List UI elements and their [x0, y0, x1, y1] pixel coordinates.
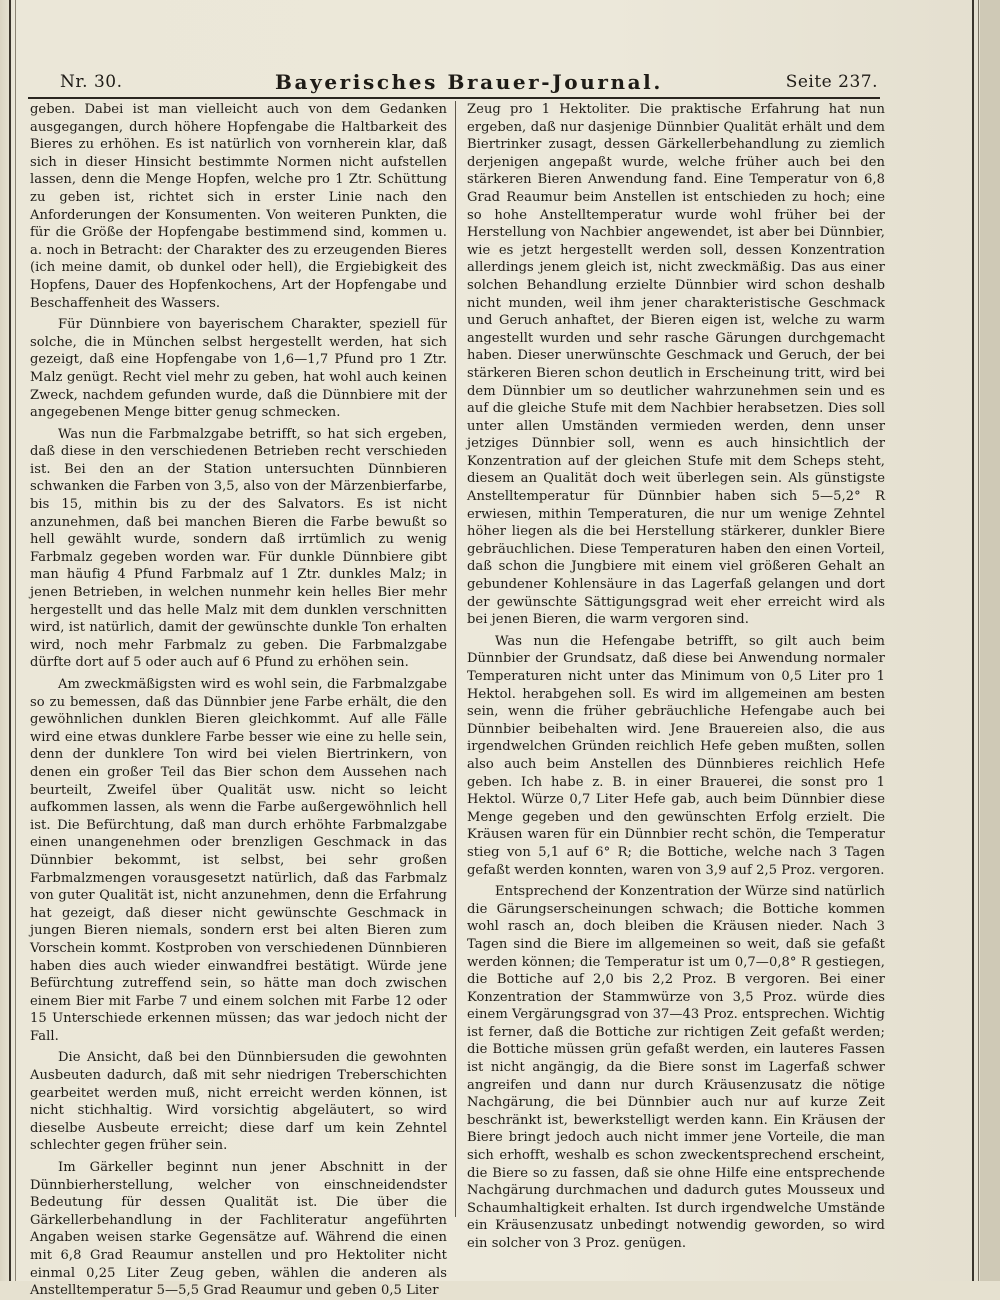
left-margin-rule-thin	[15, 0, 16, 1281]
issue-number: Nr. 30.	[60, 72, 123, 92]
paragraph: Zeug pro 1 Hektoliter. Die praktische Erfahrung hat nun ergeben, daß nur dasjenige Dünnbier Qualität erhält und dem Biertrinker zusagt, dessen Gärkellerbehandlung zu ziemlich derjenigen angepaßt wurde, welche früher auch bei den stärkeren Bieren Anwendung fand. Eine Temperatur von 6,8 Grad Reaumur beim Anstellen ist entschieden zu hoch; eine so hohe Anstelltemperatur wurde wohl früher bei der Herstellung von Nachbier angewendet, ist aber bei Dünnbier, wie es jetzt hergestellt werden soll, dessen Konzentration allerdings jenem gleich ist, nicht zweckmäßig. Das aus einer solchen Behandlung erzielte Dünnbier wird schon deshalb nicht munden, weil ihm jener charakteristische Geschmack und Geruch anhaftet, der Bieren eigen ist, welche zu warm angestellt wurden und sehr rasche Gärungen durchgemacht haben. Dieser unerwünschte Geschmack und Geruch, der bei stärkeren Bieren schon deutlich in Erscheinung tritt, wird bei dem Dünnbier um so deutlicher wahrzunehmen sein und es auf die gleiche Stufe mit dem Nachbier herabsetzen. Dies soll unter allen Umständen vermieden werden, denn unser jetziges Dünnbier soll, wenn es auch hinsichtlich der Konzentration auf der gleichen Stufe mit dem Scheps steht, diesem an Qualität doch weit überlegen sein. Als günstigste Anstelltemperatur für Dünnbier haben sich 5—5,2° R erwiesen, mithin Temperaturen, die nur um wenige Zehntel höher liegen als die bei Herstellung stärkerer, dunkler Biere gebräuchlichen. Diese Temperaturen haben den einen Vorteil, daß schon die Jungbiere mit einem viel größeren Gehalt an gebundener Kohlensäure in das Lagerfaß gelangen und dort der gewünschte Sättigungsgrad weit eher erreicht wird als bei jenen Bieren, die warm vergoren sind.	[467, 102, 885, 628]
paragraph: Die Ansicht, daß bei den Dünnbiersuden die gewohnten Ausbeuten dadurch, daß mit sehr niedrigen Treberschichten gearbeitet werden muß, nicht erreicht werden können, ist nicht stichhaltig. Wird vorsichtig abgeläutert, so wird dieselbe Ausbeute erreicht; diese darf um kein Zehntel schlechter gegen früher sein.	[30, 1050, 447, 1154]
paragraph: Was nun die Farbmalzgabe betrifft, so hat sich ergeben, daß diese in den verschiedenen Betrieben recht verschieden ist. Bei den an der Station untersuchten Dünnbieren schwanken die Farben von 3,5, also von der Märzenbierfarbe, bis 15, mithin bis zu der des Salvators. Es ist nicht anzunehmen, daß bei manchen Bieren die Farbe bewußt so hell gewählt wurde, sondern daß irrtümlich zu wenig Farbmalz gegeben worden war. Für dunkle Dünnbiere gibt man häufig 4 Pfund Farbmalz auf 1 Ztr. dunkles Malz; in jenen Betrieben, in welchen nunmehr kein helles Bier mehr hergestellt und das helle Malz mit dem dunklen verschnitten wird, ist natürlich, damit der gewünschte dunkle Ton erhalten wird, noch mehr Farbmalz zu geben. Die Farbmalzgabe dürfte dort auf 5 oder auch auf 6 Pfund zu erhöhen sein.	[30, 426, 447, 671]
paragraph: Im Gärkeller beginnt nun jener Abschnitt in der Dünnbierherstellung, welcher von einschneidendster Bedeutung für dessen Qualität ist. Die über die Gärkellerbehandlung in der Fachliteratur angeführten Angaben weisen starke Gegensätze auf. Während die einen mit 6,8 Grad Reaumur anstellen und pro Hektoliter nicht einmal 0,25 Liter Zeug geben, wählen die anderen als Anstelltemperatur 5—5,5 Grad Reaumur und geben 0,5 Liter	[30, 1160, 447, 1299]
binding-strip	[980, 0, 1000, 1281]
page-header	[60, 70, 878, 100]
right-column	[467, 101, 885, 1253]
page-number: Seite 237.	[785, 72, 878, 92]
paragraph: Für Dünnbiere von bayerischem Charakter, speziell für solche, die in München selbst hergestellt werden, hat sich gezeigt, daß eine Hopfengabe von 1,6—1,7 Pfund pro 1 Ztr. Malz genügt. Recht viel mehr zu geben, hat wohl auch keinen Zweck, nachdem gefunden wurde, daß die Dünnbiere mit der angegebenen Menge bitter genug schmecken.	[30, 317, 447, 421]
right-margin-rule-thin	[978, 0, 979, 1281]
right-margin-rule	[972, 0, 974, 1281]
header-rule	[28, 97, 880, 99]
left-column	[30, 101, 447, 1300]
left-margin-rule	[9, 0, 11, 1281]
paragraph: Entsprechend der Konzentration der Würze sind natürlich die Gärungserscheinungen schwach; die Bottiche kommen wohl rasch an, doch bleiben die Kräusen nieder. Nach 3 Tagen sind die Biere im allgemeinen so weit, daß sie gefaßt werden können; die Temperatur ist um 0,7—0,8° R gestiegen, die Bottiche auf 2,0 bis 2,2 Proz. B vergoren. Bei einer Konzentration der Stammwürze von 3,5 Proz. würde dies einem Vergärungsgrad von 37—43 Proz. entsprechen. Wichtig ist ferner, daß die Bottiche zur richtigen Zeit gefaßt werden; die Bottiche müssen grün gefaßt werden, ein lauteres Fassen ist nicht angängig, da die Biere sonst im Lagerfaß schwer angreifen und dann nur durch Kräusenzusatz die nötige Nachgärung, die bei Dünnbier auch nur auf kurze Zeit beschränkt ist, bewerkstelligt werden kann. Ein Kräusen der Biere bringt jedoch auch nicht immer jene Vorteile, die man sich erhofft, weshalb es schon zweckentsprechend erscheint, die Biere so zu fassen, daß sie ohne Hilfe eine entsprechende Nachgärung durchmachen und dadurch gutes Mousseux und Schaumhaltigkeit erhalten. Ist durch irgendwelche Umstände ein Kräusenzusatz unbedingt notwendig geworden, so wird ein solcher von 3 Proz. genügen.	[467, 884, 885, 1251]
paragraph: geben. Dabei ist man vielleicht auch von dem Gedanken ausgegangen, durch höhere Hopfengabe die Haltbarkeit des Bieres zu erhöhen. Es ist natürlich von vornherein klar, daß sich in dieser Hinsicht bestimmte Normen nicht aufstellen lassen, denn die Menge Hopfen, welche pro 1 Ztr. Schüttung zu geben ist, richtet sich in erster Linie nach den Anforderungen der Konsumenten. Von weiteren Punkten, die für die Größe der Hopfengabe bestimmend sind, kommen u. a. noch in Betracht: der Charakter des zu erzeugenden Bieres (ich meine damit, ob dunkel oder hell), die Ergiebigkeit des Hopfens, Dauer des Hopfenkochens, Art der Hopfengabe und Beschaffenheit des Wassers.	[30, 102, 447, 311]
journal-title: Bayerisches Brauer-Journal.	[275, 70, 663, 94]
paragraph: Was nun die Hefengabe betrifft, so gilt auch beim Dünnbier der Grundsatz, daß diese bei Anwendung normaler Temperaturen nicht unter das Minimum von 0,5 Liter pro 1 Hektol. herabgehen soll. Es wird im allgemeinen am besten sein, wenn die früher gebräuchliche Hefengabe auch bei Dünnbier beibehalten wird. Jene Brauereien also, die aus irgendwelchen Gründen reichlich Hefe geben mußten, sollen also auch beim Anstellen des Dünnbieres reichlich Hefe geben. Ich habe z. B. in einer Brauerei, die sonst pro 1 Hektol. Würze 0,7 Liter Hefe gab, auch beim Dünnbier diese Menge gegeben und den gewünschten Erfolg erzielt. Die Kräusen waren für ein Dünnbier recht schön, die Temperatur stieg von 5,1 auf 6° R; die Bottiche, welche nach 3 Tagen gefaßt werden konnten, waren von 3,9 auf 2,5 Proz. vergoren.	[467, 633, 885, 878]
paragraph: Am zweckmäßigsten wird es wohl sein, die Farbmalzgabe so zu bemessen, daß das Dünnbier jene Farbe erhält, die den gewöhnlichen dunklen Bieren gleichkommt. Auf alle Fälle wird eine etwas dunklere Farbe besser wie eine zu helle sein, denn der dunklere Ton wird bei vielen Biertrinkern, von denen ein großer Teil das Bier schon dem Aussehen nach beurteilt, Zweifel über Qualität usw. nicht so leicht aufkommen lassen, als wenn die Farbe außergewöhnlich hell ist. Die Befürchtung, daß man durch erhöhte Farbmalzgabe einen unangenehmen oder brenzligen Geschmack in das Dünnbier bekommt, ist selbst, bei sehr großen Farbmalzmengen vorausgesetzt natürlich, daß das Farbmalz von guter Qualität ist, nicht anzunehmen, denn die Erfahrung hat gezeigt, daß dieser nicht gewünschte Geschmack in jungen Bieren niemals, sondern erst bei alten Bieren zum Vorschein kommt. Kostproben von verschiedenen Dünnbieren haben dies auch wieder einwandfrei bestätigt. Würde jene Befürchtung zutreffend sein, so hätte man doch zwischen einem Bier mit Farbe 7 und einem solchen mit Farbe 12 oder 15 Unterschiede erkennen müssen; das war jedoch nicht der Fall.	[30, 677, 447, 1044]
column-divider	[455, 101, 456, 1217]
